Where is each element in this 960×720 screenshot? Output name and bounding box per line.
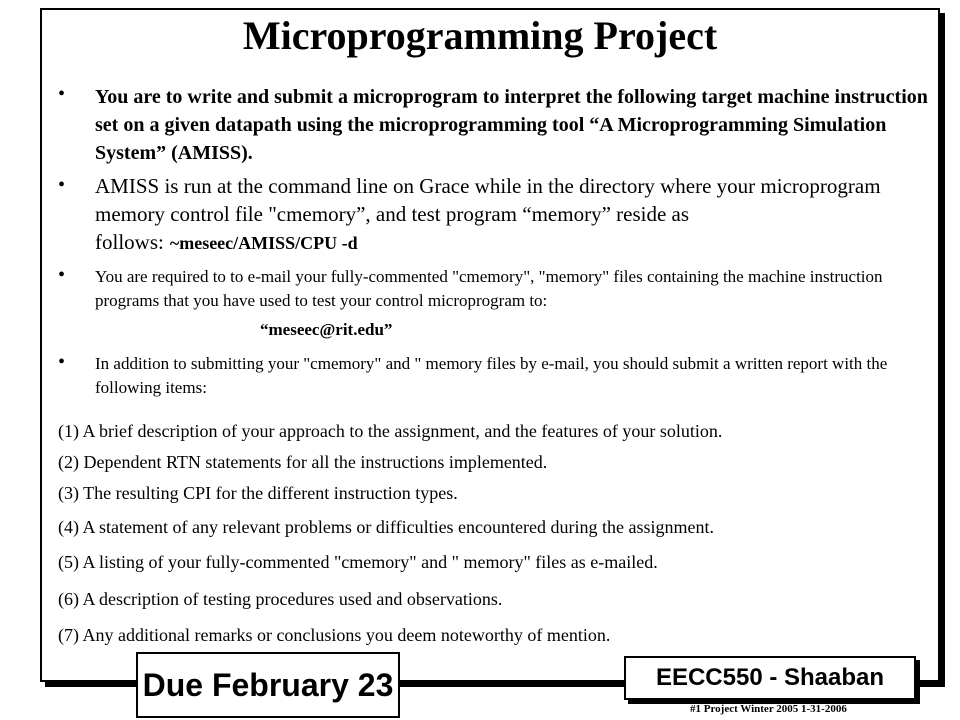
bullet-marker: • [58, 264, 66, 286]
bullet-marker: • [58, 351, 66, 373]
bullet-written-report: In addition to submitting your "cmemory" and " memory files by e-mail, you should submit a written report with the following items: [95, 354, 888, 397]
report-item-4: (4) A statement of any relevant problems or difficulties encountered during the assignment. [58, 517, 714, 537]
due-date-box: Due February 23 [136, 652, 400, 718]
page-title: Microprogramming Project [242, 13, 718, 58]
email-address: “meseec@rit.edu” [260, 320, 393, 339]
report-item-3: (3) The resulting CPI for the different instruction types. [58, 483, 458, 503]
report-item-2: (2) Dependent RTN statements for all the instructions implemented. [58, 452, 548, 472]
bullet-submit-microprogram: You are to write and submit a microprogram to interpret the following target machine instruction set on a given datapath using the microprogramming tool “A Microprogramming Simulation System” (AMISS). [95, 86, 928, 164]
bullet-amiss-text: AMISS is run at the command line on Grace while in the directory where your microprogram memory control file "cmemory”, and test program “memory” reside as follows: [95, 174, 881, 254]
slide-footer: #1 Project Winter 2005 1-31-2006 [690, 703, 847, 715]
amiss-command: ~meseec/AMISS/CPU -d [169, 233, 358, 253]
bullet-amiss-usage [95, 172, 935, 257]
report-item-7: (7) Any additional remarks or conclusions you deem noteworthy of mention. [58, 625, 611, 645]
report-item-6: (6) A description of testing procedures used and observations. [58, 589, 503, 609]
bullet-marker: • [58, 83, 66, 105]
bullet-email-files: You are required to to e-mail your fully-commented "cmemory", "memory" files containing the machine instruction programs that you have used to test your control microprogram to: [95, 267, 883, 310]
report-item-5: (5) A listing of your fully-commented "cmemory" and " memory" files as e-mailed. [58, 552, 658, 572]
bullet-marker: • [58, 174, 66, 196]
report-item-1: (1) A brief description of your approach to the assignment, and the features of your solution. [58, 421, 723, 441]
course-badge: EECC550 - Shaaban [624, 656, 916, 700]
